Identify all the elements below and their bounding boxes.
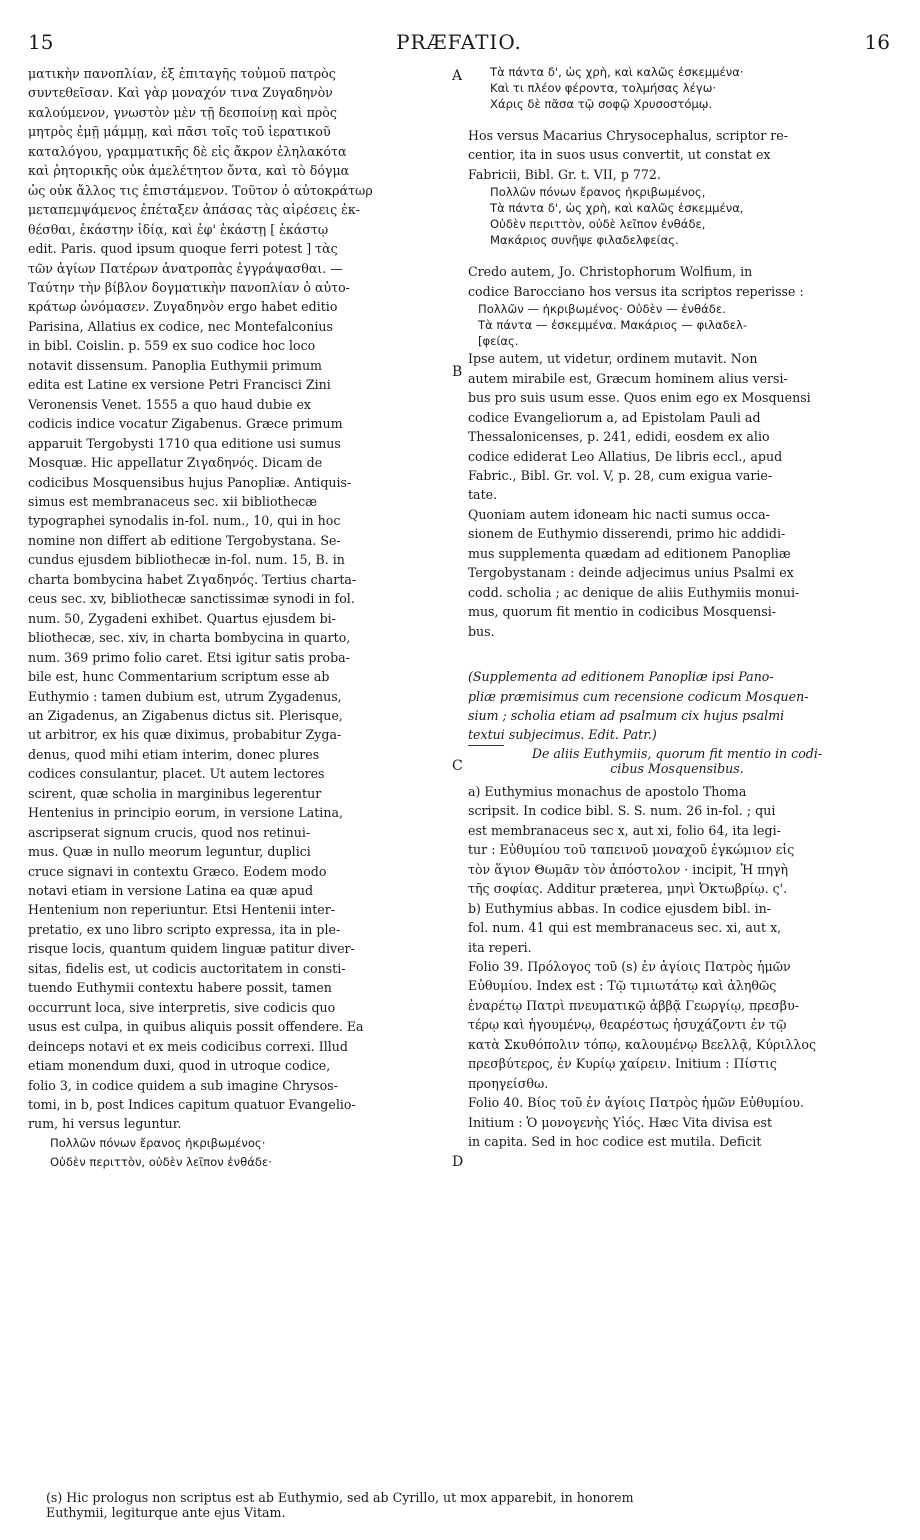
- left-column-line: ascripserat signum crucis, quod nos retinui-: [28, 824, 311, 840]
- footnote-line: (s) Hic prologus non scriptus est ab Euthymio, sed ab Cyrillo, ut mox apparebit, in honorem: [46, 1490, 634, 1505]
- right-p6-line: b) Euthymius abbas. In codice ejusdem bibl. in-: [468, 900, 772, 916]
- right-p4-line: mus, quorum fit mentio in codicibus Mosquensi-: [468, 604, 777, 620]
- left-column-line: Euthymio : tamen dubium est, utrum Zygadenus,: [28, 688, 342, 704]
- left-column-line: edit. Paris. quod ipsum quoque ferri potest ] τὰς: [28, 241, 338, 257]
- right-p2-line: Credo autem, Jo. Christophorum Wolfium, in: [468, 264, 753, 280]
- left-column-line: occurrunt loca, sive interpretis, sive codicis quo: [28, 999, 336, 1015]
- left-column-line: etiam monendum duxi, quod in utroque codice,: [28, 1058, 331, 1074]
- right-p2-line: codice Barocciano hos versus ita scriptos reperisse :: [468, 283, 804, 299]
- left-column-line: num. 50, Zygadeni exhibet. Quartus ejusdem bi-: [28, 610, 336, 626]
- editorial-note: [468, 667, 886, 745]
- left-column-line: Parisina, Allatius ex codice, nec Montefalconius: [28, 318, 333, 334]
- right-column: [468, 64, 886, 1151]
- right-p7-line: ἐναρέτῳ Πατρὶ πνευματικῷ ἀββᾷ Γεωργίῳ, πρεσβυ-: [468, 997, 799, 1013]
- right-p3-line: Ipse autem, ut videtur, ordinem mutavit. Non: [468, 351, 758, 367]
- left-column-line: notavit dissensum. Panoplia Euthymii primum: [28, 357, 323, 373]
- right-verse-3-line: Πολλῶν — ἠκριβωμένος· Οὐδὲν — ἐνθάδε.: [478, 302, 726, 317]
- right-verse-1-line: Χάρις δὲ πᾶσα τῷ σοφῷ Χρυσοστόμῳ.: [490, 97, 713, 111]
- left-column-line: bile est, hunc Commentarium scriptum esse ab: [28, 669, 330, 685]
- margin-letter-b: B: [452, 364, 463, 380]
- right-p8-line: Initium : Ὁ μονογενὴς Υἱός. Hæc Vita divisa est: [468, 1114, 773, 1130]
- right-verse-3-line: Τὰ πάντα — ἐσκεμμένα. Μακάριος — φιλαδελ-: [478, 318, 748, 333]
- verse-block-1: [468, 64, 886, 112]
- right-p8-line: Folio 40. Βίος τοῦ ἐν ἁγίοις Πατρὸς ἡμῶν Εὐθυμίου.: [468, 1095, 804, 1111]
- left-column-line: tuendo Euthymii contextu habere possit, tamen: [28, 980, 332, 996]
- left-column-line: an Zigadenus, an Zigabenus dictus sit. Plerisque,: [28, 707, 343, 723]
- right-p5-line: τῆς σοφίας. Additur præterea, μηνὶ Ὀκτωβρίῳ. ς'.: [468, 881, 788, 897]
- page-number-left: 15: [28, 30, 54, 54]
- right-verse-2-line: Τὰ πάντα δ', ὡς χρὴ, καὶ καλῶς ἐσκεμμένα,: [490, 201, 744, 216]
- left-verse-line: Οὐδὲν περιττὸν, οὐδὲν λεῖπον ἐνθάδε·: [50, 1155, 272, 1170]
- left-column-line: tomi, in b, post Indices capitum quatuor Evangelio-: [28, 1097, 356, 1113]
- left-column-line: folio 3, in codice quidem a sub imagine Chrysos-: [28, 1077, 338, 1093]
- left-column-line: rum, hi versus leguntur.: [28, 1116, 182, 1132]
- right-p5-line: est membranaceus sec x, aut xi, folio 64, ita legi-: [468, 822, 781, 838]
- right-p4-line: sionem de Euthymio disserendi, primo hic addidi-: [468, 526, 786, 542]
- running-header: [28, 30, 890, 60]
- left-column-line: Hentenius in principio eorum, in versione Latina,: [28, 805, 343, 821]
- right-p3-line: codice ediderat Leo Allatius, De libris eccl., apud: [468, 448, 783, 464]
- right-p4-line: codd. scholia ; ac denique de aliis Euthymiis monui-: [468, 584, 800, 600]
- paragraph-ipse: [468, 349, 886, 505]
- margin-letter-d: D: [452, 1154, 464, 1170]
- left-verse: [28, 1134, 444, 1173]
- right-p5-line: tur : Εὐθυμίου τοῦ ταπεινοῦ μοναχοῦ ἐγκώμιον εἰς: [468, 842, 795, 858]
- paragraph-euthymius-monachus: [468, 782, 886, 899]
- right-p5-line: a) Euthymius monachus de apostolo Thoma: [468, 783, 747, 799]
- left-column-line: apparuit Tergobysti 1710 qua editione usi sumus: [28, 435, 341, 451]
- right-p3-line: codice Evangeliorum a, ad Epistolam Pauli ad: [468, 409, 761, 425]
- right-heading-line: De aliis Euthymiis, quorum fit mentio in codi-: [531, 745, 823, 761]
- right-p3-line: tate.: [468, 487, 498, 503]
- left-column-line: μεταπεμψάμενος ἐπέταξεν ἁπάσας τὰς αἱρέσεις ἐκ-: [28, 202, 361, 218]
- left-column-line: pretatio, ex uno libro scripto expressa, ita in ple-: [28, 921, 341, 937]
- left-column-line: num. 369 primo folio caret. Etsi igitur satis proba-: [28, 649, 350, 665]
- paragraph-folio-39: [468, 957, 886, 1093]
- right-p3-line: Thessalonicenses, p. 241, edidi, eosdem ex alio: [468, 429, 770, 445]
- left-column-line: charta bombycina habet Ζιγαδηνός. Tertius charta-: [28, 571, 357, 587]
- left-column-line: cruce signavi in contextu Græco. Eodem modo: [28, 863, 327, 879]
- right-verse-3-line: [φείας.: [478, 334, 519, 349]
- left-column-line: Veronensis Venet. 1555 a quo haud dubie ex: [28, 396, 312, 412]
- section-heading: [468, 746, 886, 776]
- left-column-line: denus, quod mihi etiam interim, donec plures: [28, 746, 320, 762]
- right-note-line: sium ; scholia etiam ad psalmum cix hujus psalmi: [468, 707, 785, 723]
- paragraph-euthymius-abbas: [468, 899, 886, 957]
- left-column-line: nomine non differt ab editione Tergobystana. Se-: [28, 532, 341, 548]
- right-p4-line: Quoniam autem idoneam hic nacti sumus occa-: [468, 506, 770, 522]
- right-p4-line: mus supplementa quædam ad editionem Panopliæ: [468, 545, 791, 561]
- left-column-line: risque locis, quantum quidem linguæ patitur diver-: [28, 941, 355, 957]
- margin-letter-c: C: [452, 758, 463, 774]
- left-column-line: μητρὸς ἐμῇ μάμμῃ, καὶ πᾶσι τοῖς τοῦ ἱερατικοῦ: [28, 124, 331, 140]
- right-p7-line: τέρῳ καὶ ἡγουμένῳ, θεαρέστως ἡσυχάζοντι ἐν τῷ: [468, 1017, 787, 1033]
- right-verse-1-line: Καὶ τι πλέον φέροντα, τολμήσας λέγω·: [490, 81, 717, 95]
- verse-block-2: [468, 184, 886, 248]
- right-heading-line: cibus Mosquensibus.: [610, 760, 744, 776]
- right-p6-line: ita reperi.: [468, 939, 532, 955]
- left-column-line: Hentenium non reperiuntur. Etsi Hentenii inter-: [28, 902, 336, 918]
- left-text-block: [28, 64, 444, 1134]
- right-verse-1-line: Τὰ πάντα δ', ὡς χρὴ, καὶ καλῶς ἐσκεμμένα·: [490, 65, 744, 79]
- left-column-line: Ταύτην τὴν βίβλον δογματικὴν πανοπλίαν ὁ αὐτο-: [28, 279, 350, 295]
- left-column-line: ceus sec. xv, bibliothecæ sanctissimæ synodi in fol.: [28, 591, 355, 607]
- left-verse-line: Πολλῶν πόνων ἔρανος ἠκριβωμένος·: [50, 1135, 266, 1150]
- right-p7-line: πρεσβύτερος, ἐν Κυρίῳ χαίρειν. Initium : Πίστις: [468, 1056, 777, 1072]
- paragraph-quoniam: [468, 505, 886, 641]
- right-note-line: textui subjecimus. Edit. Patr.): [468, 727, 657, 743]
- left-column-line: notavi etiam in versione Latina ea quæ apud: [28, 883, 314, 899]
- left-column-line: ὡς οὐκ ἄλλος τις ἐπιστάμενον. Τοῦτον ὁ αὐτοκράτωρ: [28, 182, 373, 198]
- right-p4-line: bus.: [468, 623, 495, 639]
- left-column-line: θέσθαι, ἑκάστην ἰδίᾳ, καὶ ἐφ' ἑκάστῃ [ ἑκάστῳ: [28, 221, 329, 237]
- left-column-line: codicis indice vocatur Zigabenus. Græce primum: [28, 416, 343, 432]
- right-p8-line: in capita. Sed in hoc codice est mutila. Deficit: [468, 1134, 762, 1150]
- paragraph-credo: [468, 262, 886, 301]
- left-column-line: Mosquæ. Hic appellatur Ζιγαδηνός. Dicam de: [28, 455, 323, 471]
- left-column-line: mus. Quæ in nullo meorum leguntur, duplici: [28, 844, 311, 860]
- right-p3-line: autem mirabile est, Græcum hominem alius versi-: [468, 370, 788, 386]
- right-p7-line: κατὰ Σκυθόπολιν τόπῳ, καλουμένῳ Βεελλᾷ, Κύριλλος: [468, 1036, 817, 1052]
- left-column-line: in bibl. Coislin. p. 559 ex suo codice hoc loco: [28, 338, 316, 354]
- left-column-line: bliothecæ, sec. xiv, in charta bombycina in quarto,: [28, 630, 351, 646]
- left-column-line: cundus ejusdem bibliothecæ in-fol. num. 15, B. in: [28, 552, 345, 568]
- right-p7-line: προηγείσθω.: [468, 1075, 549, 1091]
- right-p3-line: bus pro suis usum esse. Quos enim ego ex Mosquensi: [468, 390, 811, 406]
- right-p1-line: Fabricii, Bibl. Gr. t. VII, p 772.: [468, 166, 661, 182]
- paragraph-folio-40: [468, 1093, 886, 1151]
- right-p3-line: Fabric., Bibl. Gr. vol. V, p. 28, cum exigua varie-: [468, 467, 773, 483]
- left-column-line: usus est culpa, in quibus aliquis possit offendere. Ea: [28, 1019, 364, 1035]
- right-p6-line: fol. num. 41 qui est membranaceus sec. xi, aut x,: [468, 920, 782, 936]
- right-p5-line: τὸν ἅγιον Θωμᾶν τὸν ἀπόστολον · incipit, Ἡ πηγὴ: [468, 861, 789, 877]
- left-column-line: ut arbitror, ex his quæ diximus, probabitur Zyga-: [28, 727, 342, 743]
- left-column-line: edita est Latine ex versione Petri Francisci Zini: [28, 377, 331, 393]
- footnote-line: Euthymii, legiturque ante ejus Vitam.: [46, 1505, 286, 1520]
- left-column-line: καὶ ῥητορικῆς οὐκ ἀμελέτητον ὄντα, καὶ τὸ δόγμα: [28, 163, 350, 179]
- left-column-line: codicibus Mosquensibus hujus Panopliæ. Antiquis-: [28, 474, 352, 490]
- left-column-line: codices consulantur, placet. Ut autem lectores: [28, 766, 325, 782]
- right-p4-line: Tergobystanam : deinde adjecimus unius Psalmi ex: [468, 565, 794, 581]
- right-p1-line: centior, ita in suos usus convertit, ut constat ex: [468, 147, 771, 163]
- left-column-line: συντεθεῖσαν. Καὶ γὰρ μοναχόν τινα Ζυγαδηνὸν: [28, 85, 333, 101]
- left-column-line: ματικὴν πανοπλίαν, ἐξ ἐπιταγῆς τοὐμοῦ πατρὸς: [28, 66, 336, 81]
- right-note-line: (Supplementa ad editionem Panopliæ ipsi Pano-: [468, 669, 774, 685]
- right-verse-2-line: Πολλῶν πόνων ἔρανος ἠκριβωμένος,: [490, 185, 706, 200]
- margin-letter-a: A: [452, 68, 463, 84]
- right-p7-line: Folio 39. Πρόλογος τοῦ (s) ἐν ἁγίοις Πατρὸς ἡμῶν: [468, 958, 791, 974]
- left-column: [28, 64, 444, 1173]
- right-verse-2-line: Οὐδὲν περιττὸν, οὐδὲ λεῖπον ἐνθάδε,: [490, 217, 706, 232]
- page-number-right: 16: [864, 30, 890, 54]
- left-column-line: simus est membranaceus sec. xii bibliothecæ: [28, 493, 318, 509]
- right-note-line: pliæ præmisimus cum recensione codicum Mosquen-: [468, 688, 809, 704]
- left-column-line: τῶν ἁγίων Πατέρων ἀνατροπὰς ἐγγράψασθαι. —: [28, 260, 343, 276]
- right-p7-line: Εὐθυμίου. Index est : Τῷ τιμιωτάτῳ καὶ ἀληθῶς: [468, 978, 777, 994]
- paragraph-hos-versus: [468, 126, 886, 184]
- right-p1-line: Hos versus Macarius Chrysocephalus, scriptor re-: [468, 128, 788, 143]
- left-column-line: sitas, fidelis est, ut codicis auctoritatem in consti-: [28, 960, 346, 976]
- left-column-line: κράτωρ ὠνόμασεν. Ζυγαδηνὸν ergo habet editio: [28, 299, 338, 315]
- left-column-line: scirent, quæ scholia in marginibus legerentur: [28, 785, 322, 801]
- left-column-line: καταλόγου, γραμματικῆς δὲ εἰς ἄκρον ἐληλακότα: [28, 143, 347, 159]
- footnote: [46, 1490, 876, 1520]
- left-column-line: typographei synodalis in-fol. num., 10, qui in hoc: [28, 513, 341, 529]
- left-column-line: deinceps notavi et ex meis codicibus correxi. Illud: [28, 1038, 348, 1054]
- running-title: PRÆFATIO.: [396, 30, 522, 54]
- right-verse-2-line: Μακάριος συνῆψε φιλαδελφείας.: [490, 233, 679, 248]
- verse-block-3: [468, 301, 886, 349]
- left-column-line: καλούμενον, γνωστὸν μὲν τῇ δεσποίνῃ καὶ πρὸς: [28, 104, 337, 120]
- right-p5-line: scripsit. In codice bibl. S. S. num. 26 in-fol. ; qui: [468, 803, 776, 819]
